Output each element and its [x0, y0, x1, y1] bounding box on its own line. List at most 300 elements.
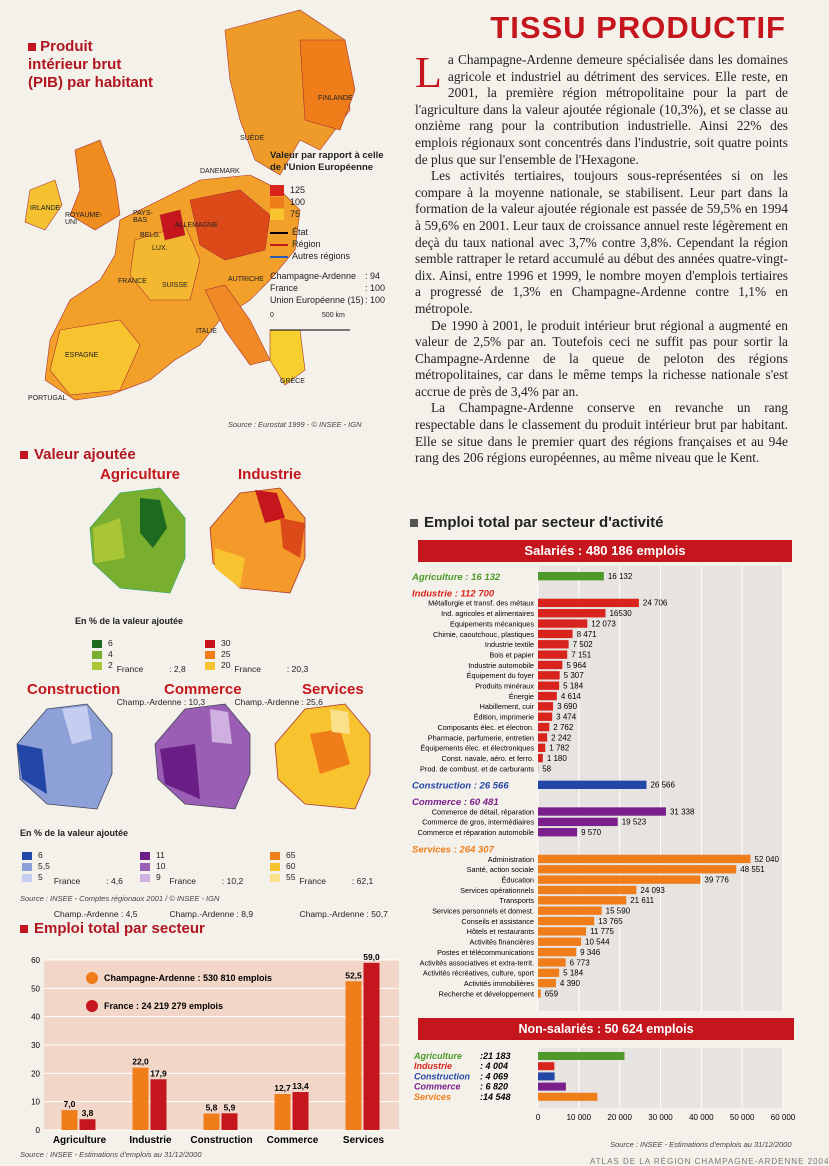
- bar-category-label: Postes et télécommunications: [437, 948, 534, 957]
- map-title-commerce: Commerce: [164, 681, 242, 698]
- bar: [151, 1079, 167, 1130]
- color-swatch: [140, 852, 150, 860]
- category-label: Construction: [190, 1135, 252, 1146]
- y-tick-label: 50: [31, 984, 40, 993]
- color-swatch: [92, 651, 102, 659]
- legend-value: 25: [221, 649, 230, 659]
- section-marker: [28, 43, 36, 51]
- nonsal-label: Commerce: [414, 1082, 461, 1092]
- legend-label: Champagne-Ardenne : 530 810 emplois: [104, 973, 272, 983]
- x-tick-label: 20 000: [607, 1113, 632, 1122]
- y-tick-label: 10: [31, 1098, 40, 1107]
- nonsal-value: :14 548: [480, 1092, 511, 1102]
- com-ca-value: Champ.-Ardenne : 8,9: [169, 909, 253, 920]
- y-tick-label: 0: [36, 1126, 41, 1135]
- value-label: 9 570: [581, 828, 602, 837]
- footer-text: ATLAS DE LA RÉGION CHAMPAGNE-ARDENNE 2004: [590, 1157, 829, 1166]
- bar-category-label: Commerce et réparation automobile: [418, 828, 534, 837]
- bar: [538, 969, 559, 977]
- bar: [538, 733, 547, 741]
- bar-category-label: Activités associatives et extra-territ.: [420, 958, 534, 967]
- bar: [80, 1119, 96, 1130]
- bar-category-label: Équipements élec. et électroniques: [420, 744, 534, 753]
- pib-value-row: [270, 270, 388, 282]
- pib-title: [28, 38, 153, 92]
- bar-category-label: Services opérationnels: [460, 886, 534, 895]
- color-swatch: [92, 662, 102, 670]
- y-tick-label: 30: [31, 1041, 40, 1050]
- color-swatch: [22, 863, 32, 871]
- bar-category-label: Const. navale, aéro. et ferro.: [442, 754, 534, 763]
- value-label: 31 338: [670, 807, 695, 816]
- legend-value: 2: [108, 660, 113, 670]
- bar-category-label: Composants élec. et électron.: [437, 723, 534, 732]
- pib-value: : 94: [365, 271, 380, 281]
- nonsal-value: : 4 069: [480, 1071, 508, 1081]
- emploi-activite-chart: [408, 566, 798, 1156]
- color-swatch: [205, 640, 215, 648]
- va-source: Source : INSEE - Comptes régionaux 2001 / © INSEE - IGN: [20, 894, 219, 903]
- data-label: 17,9: [150, 1068, 167, 1078]
- bar-category-label: Activités récréatives, culture, sport: [423, 969, 534, 978]
- value-label: 3 690: [557, 702, 578, 711]
- bar: [275, 1094, 291, 1130]
- bar: [346, 981, 362, 1130]
- bar: [538, 692, 557, 700]
- group-header: Construction : 26 566: [412, 781, 509, 792]
- pib-value-row: [270, 282, 388, 294]
- value-label: 48 551: [740, 865, 765, 874]
- dropcap: L: [415, 54, 442, 92]
- pib-value-label: Union Européenne (15): [270, 294, 365, 306]
- paragraph-2: Les activités tertiaires, toujours sous-représentées si on les compare à la moyenne nationale, se stabilisent. Leur part dans la formation de la valeur ajoutée régionale est passée de 59,5% en 1994 à 59,6% en 2001. Leur taux de croissance annuel reste légèrement en deçà du taux national avec 3,7% contre 3,8%. Cependant la région semble rattraper le retard accumulé au début des années quatre-vingt-dix. Ainsi, entre 1996 et 1999, le nombre moyen d'emplois tertiaires a progressé de 1,3% en Champagne-Ardenne contre 1,1% en métropole.: [415, 168, 788, 317]
- legend-value: 6: [38, 850, 43, 860]
- bar-category-label: Activités financières: [470, 938, 535, 947]
- line-swatch: [270, 244, 288, 246]
- bar-category-label: Industrie textile: [485, 640, 534, 649]
- bar-category-label: Equipements mécaniques: [450, 619, 534, 628]
- bar: [538, 754, 543, 762]
- bar-category-label: Conseils et assistance: [461, 917, 534, 926]
- value-label: 659: [545, 989, 559, 998]
- line-swatch: [270, 232, 288, 234]
- valeur-ajoutee-title: Valeur ajoutée: [34, 446, 136, 463]
- legend-marker: [86, 1000, 98, 1012]
- pib-title-line2: intérieur brut: [28, 56, 153, 74]
- page-title: TISSU PRODUCTIF: [490, 10, 786, 46]
- bar: [538, 875, 700, 883]
- color-swatch: [270, 209, 284, 220]
- bar: [293, 1092, 309, 1130]
- value-label: 11 775: [590, 927, 614, 936]
- value-label: 5 184: [563, 969, 584, 978]
- bar: [538, 855, 750, 863]
- paragraph-4: La Champagne-Ardenne conserve en revanche un rang respectable dans le classement du produit intérieur brut par habitant. Elle se situe dans le premier quart des régions françaises et au 94e rang des 206 régions européennes, au même niveau que le Kent.: [415, 400, 788, 466]
- group-header: Services : 264 307: [412, 844, 495, 855]
- bar-category-label: Chimie, caoutchouc, plastiques: [433, 630, 534, 639]
- bar-category-label: Édition, imprimerie: [474, 713, 534, 722]
- bar: [538, 599, 639, 607]
- services-map: [270, 704, 385, 819]
- map-title-industrie: Industrie: [238, 466, 301, 483]
- agriculture-map: [85, 488, 195, 598]
- emploi-secteur-chart: [20, 950, 405, 1162]
- data-label: 12,7: [274, 1083, 291, 1093]
- legend-line: [270, 250, 388, 262]
- bar: [538, 896, 626, 904]
- pib-title-line3: (PIB) par habitant: [28, 74, 153, 92]
- legend-value: 60: [286, 861, 295, 871]
- value-label: 13 765: [598, 917, 623, 926]
- ind-ca-value: Champ.-Ardenne : 25,6: [234, 697, 322, 708]
- ind-france-value: France : 20,3: [234, 664, 322, 675]
- color-swatch: [22, 874, 32, 882]
- bar: [538, 938, 581, 946]
- value-label: 21 611: [630, 896, 654, 905]
- pib-title-line1: Produit: [40, 38, 93, 55]
- nonsal-value: : 4 004: [480, 1061, 508, 1071]
- value-label: 52 040: [754, 855, 779, 864]
- cons-ca-value: Champ.-Ardenne : 4,5: [54, 909, 138, 920]
- value-label: 4 390: [560, 979, 581, 988]
- agri-france-value: France : 2,8: [117, 664, 205, 675]
- value-label: 15 590: [606, 907, 631, 916]
- country-label: DANEMARK: [200, 168, 240, 175]
- country-label: IRLANDE: [30, 205, 60, 212]
- legend-line-label: Région: [292, 239, 321, 249]
- data-label: 13,4: [292, 1081, 309, 1091]
- bar-category-label: Métallurgie et transf. des métaux: [428, 599, 534, 608]
- pib-value: : 100: [365, 283, 385, 293]
- legend-value: 4: [108, 649, 113, 659]
- legend-bin: [270, 184, 388, 196]
- bar-category-label: Pharmacie, parfumerie, entretien: [428, 733, 534, 742]
- cons-france-value: France : 4,6: [54, 876, 138, 887]
- bar: [538, 807, 666, 815]
- value-label: 26 566: [650, 781, 675, 790]
- color-swatch: [205, 662, 215, 670]
- emploi-secteur-source: Source : INSEE - Estimations d'emplois au 31/12/2000: [20, 1150, 202, 1159]
- agri-ca-value: Champ.-Ardenne : 10,3: [117, 697, 205, 708]
- value-label: 4 614: [561, 692, 582, 701]
- country-label: ESPAGNE: [65, 352, 98, 359]
- group-header: Agriculture : 16 132: [411, 572, 501, 583]
- value-label: 1 782: [549, 744, 570, 753]
- country-label: ROYAUME-UNI: [65, 212, 102, 226]
- value-label: 16 132: [608, 572, 633, 581]
- legend-title: Valeur par rapport à celle de l'Union Européenne: [270, 150, 388, 174]
- legend-marker: [86, 972, 98, 984]
- pib-value-row: [270, 294, 388, 306]
- bar: [538, 886, 636, 894]
- bar: [538, 630, 573, 638]
- pib-value-label: Champagne-Ardenne: [270, 270, 365, 282]
- data-label: 22,0: [132, 1057, 149, 1067]
- legend-value: 125: [290, 185, 305, 195]
- legend-line-label: État: [292, 227, 308, 237]
- data-label: 5,9: [224, 1102, 236, 1112]
- line-swatch: [270, 256, 288, 258]
- value-label: 16530: [609, 609, 632, 618]
- bar: [538, 989, 541, 997]
- bar-category-label: Hôtels et restaurants: [467, 927, 535, 936]
- value-label: 12 073: [591, 619, 616, 628]
- bar: [538, 609, 605, 617]
- section-marker: [410, 519, 418, 527]
- country-label: ALLEMAGNE: [175, 222, 218, 229]
- value-label: 24 706: [643, 599, 668, 608]
- bar-category-label: Activités immobilières: [464, 979, 534, 988]
- nonsal-label: Services: [414, 1092, 451, 1102]
- valeur-ajoutee-header: [20, 446, 136, 463]
- legend-value: 65: [286, 850, 295, 860]
- bar: [538, 1052, 624, 1060]
- nonsal-value: :21 183: [480, 1051, 511, 1061]
- bar: [222, 1113, 238, 1130]
- serv-ca-value: Champ.-Ardenne : 50,7: [299, 909, 387, 920]
- map-title-construction: Construction: [27, 681, 120, 698]
- value-label: 8 471: [577, 630, 598, 639]
- color-swatch: [22, 852, 32, 860]
- legend-bin: [270, 196, 388, 208]
- data-label: 5,8: [206, 1103, 218, 1113]
- color-swatch: [270, 863, 280, 871]
- bar: [538, 744, 545, 752]
- article-text: [415, 52, 788, 467]
- legend-value: 6: [108, 638, 113, 648]
- emploi-activite-title: Emploi total par secteur d'activité: [424, 514, 663, 531]
- value-label: 6 773: [570, 958, 591, 967]
- pib-legend: [270, 150, 388, 322]
- com-france-value: France : 10,2: [169, 876, 253, 887]
- country-label: FRANCE: [118, 278, 147, 285]
- bar: [538, 650, 567, 658]
- country-label: FINLANDE: [318, 95, 353, 102]
- bar: [538, 671, 560, 679]
- color-swatch: [270, 852, 280, 860]
- emploi-secteur-header: [20, 920, 205, 937]
- salaries-banner: Salariés : 480 186 emplois: [418, 540, 792, 562]
- color-swatch: [270, 197, 284, 208]
- group-header: Industrie : 112 700: [412, 588, 495, 599]
- color-swatch: [270, 185, 284, 196]
- bar: [538, 661, 562, 669]
- map-title-agriculture: Agriculture: [100, 466, 180, 483]
- bar: [538, 917, 594, 925]
- legend-value: 55: [286, 872, 295, 882]
- scale-start: 0: [270, 312, 274, 319]
- bar: [364, 963, 380, 1130]
- bar-category-label: Habillement, cuir: [480, 702, 535, 711]
- bar-category-label: Éducation: [502, 875, 534, 884]
- legend-label: France : 24 219 279 emplois: [104, 1001, 223, 1011]
- emploi-activite-header: [410, 514, 663, 531]
- legend-value: 30: [221, 638, 230, 648]
- bar: [538, 1093, 597, 1101]
- paragraph-3: De 1990 à 2001, le produit intérieur brut régional a augmenté en valeur de 2,5% par an. Toutefois ceci ne suffit pas pour sortir la Champagne-Ardenne de la queue de peloton des régions métropolitaines, car dans le même temps la richesse nationale s'est accrue de près de 3,4% par an.: [415, 318, 788, 401]
- legend-value: 11: [156, 850, 165, 860]
- legend-value: 20: [221, 660, 230, 670]
- bar-category-label: Industrie automobile: [468, 661, 534, 670]
- value-label: 1 180: [547, 754, 568, 763]
- color-swatch: [140, 863, 150, 871]
- legend-value: 75: [290, 209, 300, 219]
- bar-category-label: Transports: [499, 896, 534, 905]
- x-tick-label: 50 000: [730, 1113, 755, 1122]
- y-tick-label: 20: [31, 1069, 40, 1078]
- bar: [538, 572, 604, 580]
- x-tick-label: 0: [536, 1113, 541, 1122]
- category-label: Services: [343, 1135, 385, 1146]
- commerce-map: [150, 704, 265, 819]
- scale-bar: [270, 310, 388, 322]
- value-label: 2 762: [553, 723, 574, 732]
- va-note-2: En % de la valeur ajoutée: [20, 828, 128, 838]
- construction-map: [12, 704, 127, 819]
- bar: [538, 640, 569, 648]
- value-label: 39 776: [704, 875, 729, 884]
- country-label: PORTUGAL: [28, 395, 66, 402]
- bar: [538, 781, 646, 789]
- legend-value: 9: [156, 872, 161, 882]
- bar: [538, 619, 587, 627]
- x-tick-label: 10 000: [567, 1113, 592, 1122]
- bar: [538, 1072, 555, 1080]
- value-label: 58: [542, 764, 551, 773]
- value-label: 7 151: [571, 650, 592, 659]
- paragraph-1: a Champagne-Ardenne demeure spécialisée dans les domaines agricole et industriel au détriment des services. Elle reste, en 2001, la première région métropolitaine pour la part de l'agriculture dans la valeur ajoutée régionale (10,3%), et se classe au onzième rang pour la contribution industrielle. Ainsi 22% des emplois régionaux sont concentrés dans l'industrie, soit quatre points de plus que sur l'ensemble de l'Hexagone.: [415, 52, 788, 167]
- pib-value: : 100: [365, 295, 385, 305]
- bar: [538, 948, 576, 956]
- bar: [538, 682, 559, 690]
- country-label: LUX.: [152, 245, 168, 252]
- bar-category-label: Santé, action sociale: [467, 865, 534, 874]
- value-label: 10 544: [585, 938, 610, 947]
- bar: [538, 1083, 566, 1091]
- bar-category-label: Ind. agricoles et alimentaires: [441, 609, 534, 618]
- bar: [538, 713, 552, 721]
- section-marker: [20, 451, 28, 459]
- value-label: 5 964: [566, 661, 587, 670]
- x-tick-label: 60 000: [771, 1113, 796, 1122]
- nonsal-label: Construction: [414, 1071, 470, 1081]
- industrie-map: [205, 488, 315, 598]
- x-tick-label: 40 000: [689, 1113, 714, 1122]
- category-label: Industrie: [129, 1135, 172, 1146]
- value-label: 3 474: [556, 713, 577, 722]
- pib-source: Source : Eurostat 1999 - © INSEE - IGN: [228, 420, 362, 429]
- bar: [204, 1114, 220, 1130]
- data-label: 3,8: [82, 1108, 94, 1118]
- scale-end: 500 km: [322, 312, 345, 319]
- legend-value: 5,5: [38, 861, 50, 871]
- value-label: 24 093: [640, 886, 665, 895]
- data-label: 52,5: [345, 970, 362, 980]
- bar-category-label: Recherche et développement: [439, 989, 534, 998]
- bar-category-label: Bois et papier: [489, 650, 534, 659]
- bar-category-label: Commerce de détail, réparation: [432, 807, 534, 816]
- bar-category-label: Énergie: [509, 692, 534, 701]
- legend-bin: [270, 208, 388, 220]
- country-label: PAYS-BAS: [133, 210, 153, 224]
- bar: [538, 865, 736, 873]
- color-swatch: [140, 874, 150, 882]
- nonsal-label: Industrie: [414, 1061, 452, 1071]
- country-label: BELG.: [140, 232, 161, 239]
- bar: [538, 702, 553, 710]
- country-label: AUTRICHE: [228, 276, 264, 283]
- x-tick-label: 30 000: [648, 1113, 673, 1122]
- data-label: 59,0: [363, 952, 380, 962]
- pib-values: [270, 270, 388, 306]
- group-header: Commerce : 60 481: [412, 797, 499, 808]
- bar: [538, 1062, 554, 1070]
- legend-value: 5: [38, 872, 43, 882]
- data-label: 7,0: [64, 1099, 76, 1109]
- nonsal-value: : 6 820: [480, 1082, 508, 1092]
- bar: [538, 723, 549, 731]
- bar: [62, 1110, 78, 1130]
- map-title-services: Services: [302, 681, 364, 698]
- legend-line: [270, 238, 388, 250]
- bar-category-label: Administration: [488, 855, 534, 864]
- category-label: Agriculture: [53, 1135, 107, 1146]
- country-label: SUISSE: [162, 282, 188, 289]
- bar-category-label: Équipement du foyer: [467, 671, 535, 680]
- section-marker: [20, 925, 28, 933]
- country-label: SUÈDE: [240, 135, 264, 142]
- value-label: 2 242: [551, 733, 572, 742]
- color-swatch: [92, 640, 102, 648]
- y-tick-label: 60: [31, 956, 40, 965]
- serv-france-value: France : 62,1: [299, 876, 387, 887]
- serv-legend: [270, 850, 388, 942]
- pib-map-panel: [0, 0, 405, 440]
- legend-value: 100: [290, 197, 305, 207]
- bar: [538, 907, 602, 915]
- value-label: 5 184: [563, 682, 584, 691]
- va-note-1: En % de la valeur ajoutée: [75, 616, 183, 626]
- color-swatch: [270, 874, 280, 882]
- category-label: Commerce: [267, 1135, 319, 1146]
- nonsal-banner-label: Non-salariés : 50 624 emplois: [518, 1022, 693, 1036]
- legend-value: 10: [156, 861, 165, 871]
- emploi-activite-source: Source : INSEE - Estimations d'emplois au 31/12/2000: [610, 1140, 792, 1149]
- bar-category-label: Prod. de combust. et de carburants: [420, 764, 534, 773]
- bar: [538, 927, 586, 935]
- nonsal-label: Agriculture: [413, 1051, 462, 1061]
- value-label: 9 346: [580, 948, 601, 957]
- bar: [133, 1068, 149, 1130]
- legend-line: [270, 226, 388, 238]
- bar: [538, 818, 618, 826]
- bar: [538, 958, 566, 966]
- bar: [538, 828, 577, 836]
- y-tick-label: 40: [31, 1013, 40, 1022]
- legend-line-label: Autres régions: [292, 251, 350, 261]
- bar-category-label: Produits minéraux: [475, 682, 534, 691]
- bar: [538, 979, 556, 987]
- country-label: GRÈCE: [280, 378, 305, 385]
- pib-value-label: France: [270, 282, 365, 294]
- value-label: 7 502: [573, 640, 594, 649]
- value-label: 19 523: [622, 818, 647, 827]
- color-swatch: [205, 651, 215, 659]
- bar-category-label: Services personnels et domest.: [432, 907, 534, 916]
- country-label: ITALIE: [196, 328, 217, 335]
- emploi-secteur-title: Emploi total par secteur: [34, 920, 205, 937]
- bar-category-label: Commerce de gros, intermédiaires: [422, 818, 534, 827]
